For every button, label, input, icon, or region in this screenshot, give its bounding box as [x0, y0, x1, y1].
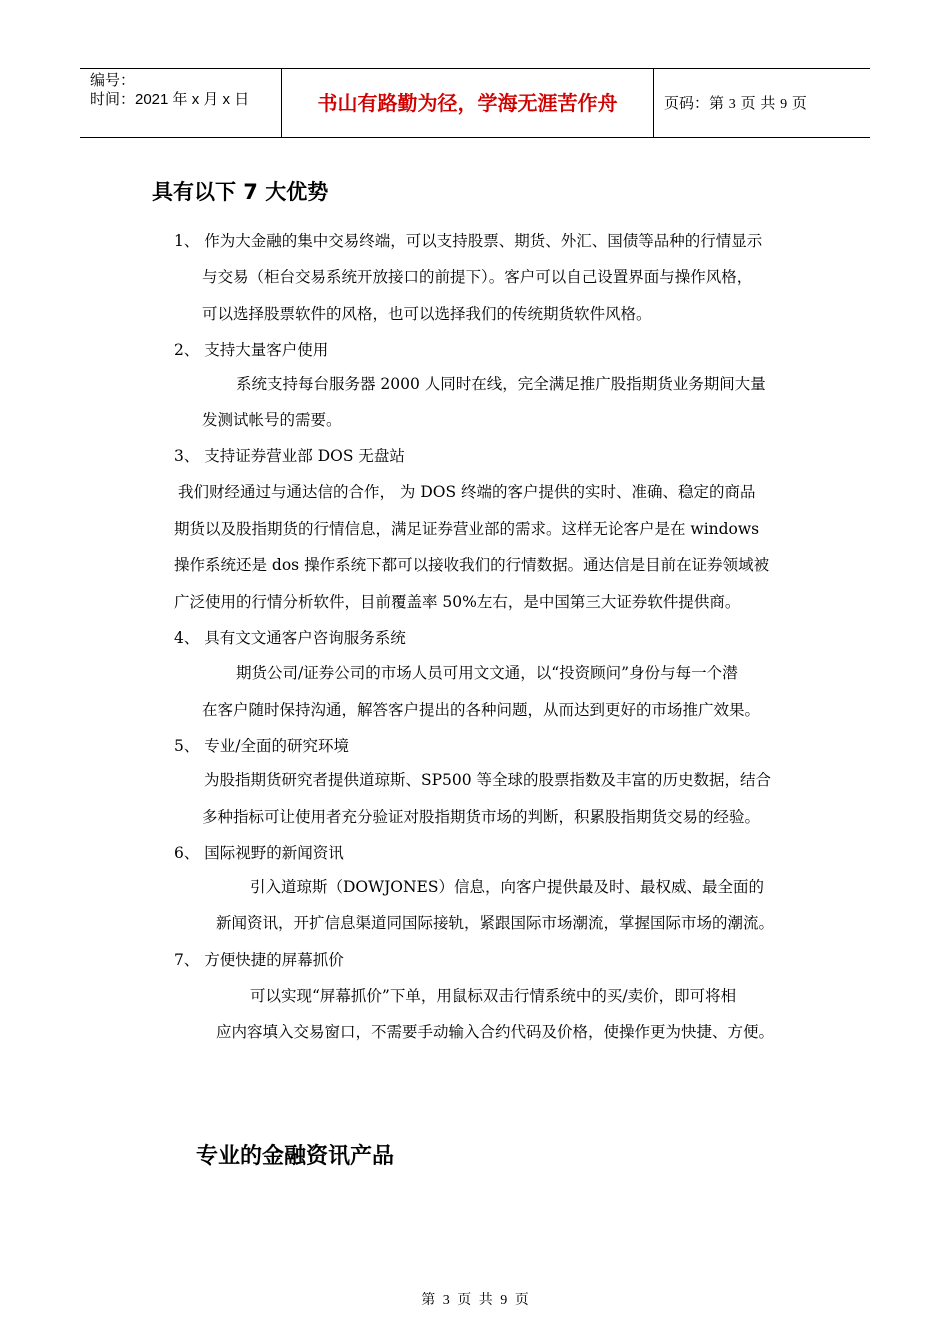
list-item-title: 4、 具有文文通客户咨询服务系统	[174, 629, 406, 647]
page-header	[80, 68, 870, 138]
header-motto: 书山有路勤为径，学海无涯苦作舟	[282, 69, 654, 137]
list-item-title: 5、 专业/全面的研究环境	[174, 737, 350, 755]
page-prefix: 页码：第	[664, 94, 725, 112]
body-line: 在客户随时保持沟通，解答客户提出的各种问题，从而达到更好的市场推广效果。	[202, 701, 761, 719]
document-number-label: 编号：	[90, 72, 136, 89]
body-line: 期货公司/证券公司的市场人员可用文文通，以“投资顾问”身份与每一个潜	[236, 664, 738, 682]
body-line: 我们财经通过与通达信的合作， 为 DOS 终端的客户提供的实时、准确、稳定的商品	[178, 483, 756, 501]
section-heading-advantages: 具有以下 7 大优势	[152, 180, 329, 204]
body-line: 应内容填入交易窗口，不需要手动输入合约代码及价格，使操作更为快捷、方便。	[216, 1023, 775, 1041]
page-current: 3	[728, 97, 736, 112]
body-line: 可以选择股票软件的风格，也可以选择我们的传统期货软件风格。	[202, 305, 652, 323]
list-item-title: 7、 方便快捷的屏幕抓价	[174, 951, 344, 969]
page-suffix: 页	[791, 94, 807, 112]
body-line: 多种指标可让使用者充分验证对股指期货市场的判断，积累股指期货交易的经验。	[202, 808, 761, 826]
page-footer: 第 3 页 共 9 页	[421, 1293, 529, 1308]
page-mid: 页 共	[740, 94, 776, 112]
header-meta-cell	[80, 69, 282, 137]
list-item-title: 2、 支持大量客户使用	[174, 341, 329, 359]
body-line: 广泛使用的行情分析软件，目前覆盖率 50%左右，是中国第三大证券软件提供商。	[174, 593, 741, 611]
body-line: 引入道琼斯（DOWJONES）信息，向客户提供最及时、最权威、最全面的	[250, 878, 764, 896]
document-date-label: 时间：2021 年 x 月 x 日	[90, 91, 250, 108]
body-line: 与交易（柜台交易系统开放接口的前提下）。客户可以自己设置界面与操作风格，	[202, 268, 753, 286]
body-line: 期货以及股指期货的行情信息，满足证券营业部的需求。这样无论客户是在 windows	[174, 520, 760, 538]
body-line: 可以实现“屏幕抓价”下单，用鼠标双击行情系统中的买/卖价，即可将相	[250, 987, 737, 1005]
body-line: 操作系统还是 dos 操作系统下都可以接收我们的行情数据。通达信是目前在证券领域被	[174, 556, 770, 574]
list-item-title: 3、 支持证券营业部 DOS 无盘站	[174, 447, 405, 465]
list-item-title: 6、 国际视野的新闻资讯	[174, 844, 344, 862]
body-line: 发测试帐号的需要。	[202, 411, 342, 429]
body-line: 系统支持每台服务器 2000 人同时在线，完全满足推广股指期货业务期间大量	[236, 375, 766, 393]
body-line: 1、 作为大金融的集中交易终端，可以支持股票、期货、外汇、国债等品种的行情显示	[174, 232, 763, 250]
body-line: 新闻资讯，开扩信息渠道同国际接轨，紧跟国际市场潮流，掌握国际市场的潮流。	[216, 914, 775, 932]
body-line: 为股指期货研究者提供道琼斯、SP500 等全球的股票指数及丰富的历史数据，结合	[204, 771, 772, 789]
header-page-number	[654, 69, 870, 137]
page-total: 9	[780, 97, 788, 112]
section-heading-products: 专业的金融资讯产品	[196, 1144, 395, 1169]
